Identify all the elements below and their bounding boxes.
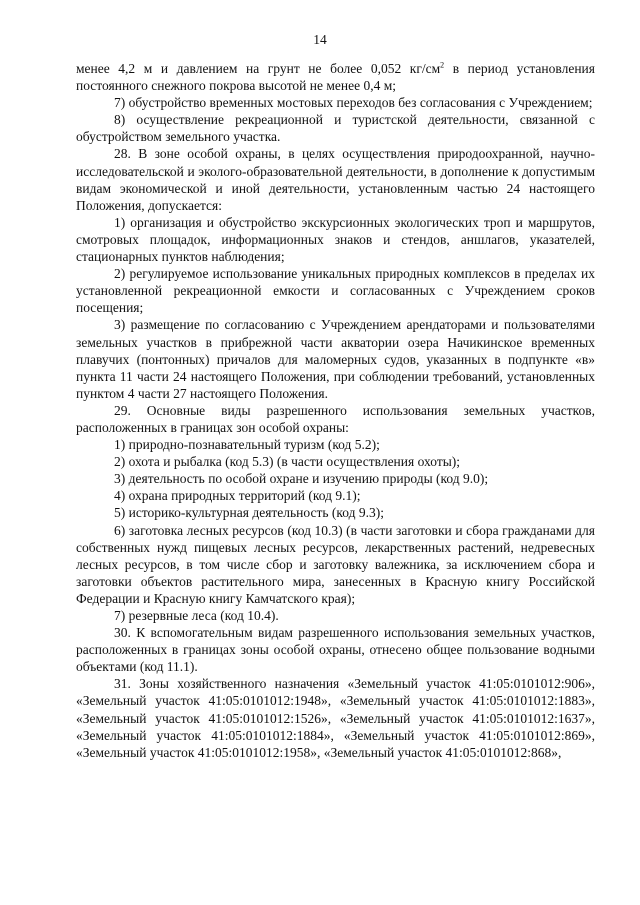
paragraph: 31. Зоны хозяйственного назначения «Земельный участок 41:05:0101012:906», «Земельный участок 41:05:0101012:1948», «Земельный участок 41:05:0101012:1883», «Земельный участок 41:05:0101012:1526», «Земельный участок 41:05:0101012:1637», «Земельный участок 41:05:0101012:1884», «Земельный участок 41:05:0101012:869», «Земельный участок 41:05:0101012:1958», «Земельный участок 41:05:0101012:868»,: [76, 676, 595, 760]
paragraph-text-continued: в период установления постоянного снежного покрова высотой не менее 0,4 м;: [76, 61, 595, 94]
paragraph: 7) обустройство временных мостовых переходов без согласования с Учреждением;: [114, 95, 593, 111]
paragraph: 5) историко-культурная деятельность (код 9.3);: [114, 505, 385, 521]
paragraph: 2) охота и рыбалка (код 5.3) (в части осуществления охоты);: [114, 454, 461, 470]
paragraph: 2) регулируемое использование уникальных природных комплексов в пределах их установленной рекреационной емкости и согласованных с Учреждением сроков посещения;: [76, 266, 595, 316]
page-number: 14: [313, 32, 327, 47]
paragraph: 29. Основные виды разрешенного использования земельных участков, расположенных в границах зон особой охраны:: [76, 402, 595, 435]
document-body: [76, 60, 595, 761]
paragraph: 1) природно-познавательный туризм (код 5.2);: [114, 437, 380, 453]
paragraph: [76, 60, 595, 94]
paragraph: 30. К вспомогательным видам разрешенного использования земельных участков, расположенных в границах зоны особой охраны, отнесено общее пользование водными объектами (код 11.1).: [76, 625, 595, 675]
paragraph: 6) заготовка лесных ресурсов (код 10.3) (в части заготовки и сбора гражданами для собственных нужд пищевых лесных ресурсов, лекарственных растений, недревесных лесных ресурсов, в том числе сбор и заготовку валежника, за исключением сбора и заготовки объектов растительного мира, занесенных в Красную книгу Российской Федерации и Красную книгу Камчатского края);: [76, 522, 595, 606]
paragraph: 7) резервные леса (код 10.4).: [114, 608, 279, 623]
paragraph: 4) охрана природных территорий (код 9.1);: [114, 488, 361, 504]
paragraph-text: менее 4,2 м и давлением на грунт не более 0,052 кг/см: [76, 61, 441, 76]
superscript: 2: [440, 60, 445, 70]
paragraph: 1) организация и обустройство экскурсионных экологических троп и маршрутов, смотровых площадок, информационных знаков и стендов, аншлагов, указателей, стационарных пунктов наблюдения;: [76, 214, 595, 265]
paragraph: 3) размещение по согласованию с Учреждением арендаторами и пользователями земельных участков в прибрежной части акватории озера Начикинское временных плавучих (понтонных) причалов для маломерных судов, указанных в подпункте «в» пункта 11 части 24 настоящего Положения, при соблюдении требований, установленных пунктом 4 части 27 настоящего Положения.: [76, 317, 595, 401]
paragraph: 3) деятельность по особой охране и изучению природы (код 9.0);: [114, 471, 489, 487]
paragraph: 8) осуществление рекреационной и туристской деятельности, связанной с обустройством земельного участка.: [76, 112, 595, 145]
paragraph: 28. В зоне особой охраны, в целях осуществления природоохранной, научно-исследовательской и эколого-образовательной деятельности, в дополнение к допустимым видам экономической и иной деятельности, установленным частью 24 настоящего Положения, допускается:: [76, 146, 595, 213]
